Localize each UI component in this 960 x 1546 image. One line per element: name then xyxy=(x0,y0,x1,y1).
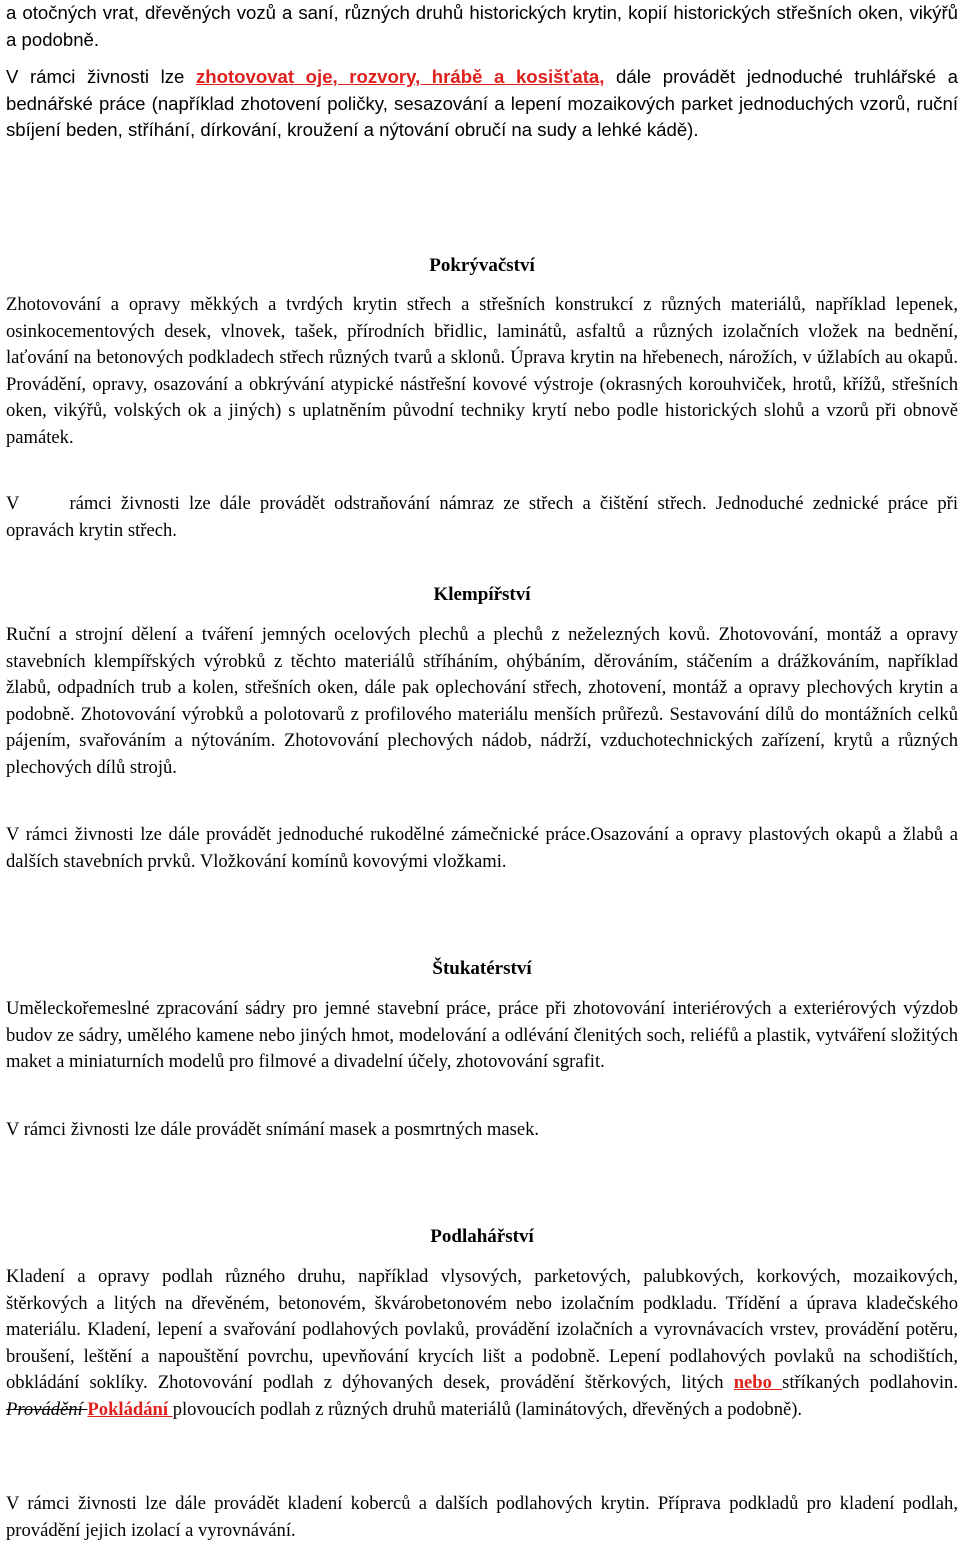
klempirstvi-paragraph-2: V rámci živnosti lze dále provádět jednoduché rukodělné zámečnické práce.Osazování a opravy plastových okapů a žlabů a dalších stavebních prvků. Vložkování komínů kovovými vložkami. xyxy=(6,824,958,872)
intro-scope-rest: dále provádět jednoduché truhlářské a bednářské práce (například zhotovení poličky, sesazování a lepení mozaikových parket jednoduchých vzorů, ruční sbíjení beden, stříhání, dírkování, kroužení a nýtování obručí na sudy a lehké kádě). xyxy=(6,66,958,141)
heading-stukaterstvi: Štukatérství xyxy=(432,958,532,979)
highlighted-red-text: zhotovovat oje, rozvory, hrábě a kosišťata, xyxy=(195,66,605,87)
podlaharstvi-paragraph-1 xyxy=(6,1264,958,1424)
podlaharstvi-p1-part-a: Kladení a opravy podlah různého druhu, například vlysových, parketových, palubkových, korkových, mozaikových, štěrkových a litých na dřevěném, betonovém, škvárobetonovém nebo izolačním podkladu. Třídění a úprava kladečského materiálu. Kladení, lepení a svařování podlahových povlaků, provádění izolačních a vyrovnávacích vrstev, provádění potěru, broušení, leštění a napouštění povrchu, upevňování krycích lišt a podobně. Lepení podlahových povlaků na schodištích, obkládání soklíky. Zhotovování podlah z dýhovaných desek, provádění štěrkových, litých xyxy=(6,1266,958,1394)
klempirstvi-paragraph-1: Ruční a strojní dělení a tváření jemných ocelových plechů a plechů z neželezných kovů. Zhotovování, montáž a opravy stavebních klempířských výrobků z těchto materiálů stříháním, ohýbáním, děrováním, stáčením a drážkováním, například žlabů, odpadních trub a kolen, střešních oken, dále pak oplechování střech, zhotovení, montáž a opravy plechových krytin a podobně. Zhotovování výrobků a polotovarů z profilového materiálu menších průřezů. Sestavování dílů do montážních celků pájením, svařováním a nýtováním. Zhotovování plechových nádob, nádrží, vzduchotechnických zařízení, krytů a různých plechových dílů strojů. xyxy=(6,624,958,778)
intro-paragraph-scope xyxy=(6,64,958,144)
podlaharstvi-p1-part-b: stříkaných podlahovin. xyxy=(782,1372,958,1394)
inserted-red-word-pokladani: Pokládání xyxy=(87,1398,173,1420)
inserted-red-word-nebo: nebo xyxy=(733,1372,783,1394)
stukaterstvi-paragraph-2: V rámci živnosti lze dále provádět snímání masek a posmrtných masek. xyxy=(6,1119,540,1140)
heading-klempirstvi: Klempířství xyxy=(433,584,531,605)
stukaterstvi-paragraph-1: Uměleckořemeslné zpracování sádry pro jemné stavební práce, práce při zhotovování interiérových a exteriérových výzdob budov ze sádry, umělého kamene nebo jiných hmot, modelování a odlévání členitých soch, reliéfů a plastik, vytváření složitých maket a miniaturních modelů pro filmové a divadelní účely, zhotovování sgrafit. xyxy=(6,998,958,1073)
pokryvacstvi-p2-rest: rámci živnosti lze dále provádět odstraňování námraz ze střech a čištění střech. Jednoduché zednické práce při opravách krytin střech. xyxy=(6,493,958,541)
intro-paragraph-continued: a otočných vrat, dřevěných vozů a saní, různých druhů historických krytin, kopií historických střešních oken, vikýřů a podobně. xyxy=(6,2,958,50)
podlaharstvi-p1-part-c: plovoucích podlah z různých druhů materiálů (laminátových, dřevěných a podobně). xyxy=(172,1398,803,1420)
heading-pokryvacstvi: Pokrývačství xyxy=(429,255,535,276)
heading-podlaharstvi: Podlahářství xyxy=(430,1226,534,1247)
podlaharstvi-paragraph-2: V rámci živnosti lze dále provádět kladení koberců a dalších podlahových krytin. Příprava podkladů pro kladení podlah, provádění jejich izolací a vyrovnávání. xyxy=(6,1493,958,1541)
pokryvacstvi-paragraph-1: Zhotovování a opravy měkkých a tvrdých krytin střech a střešních konstrukcí z různých materiálů, například lepenek, osinkocementových desek, vlnovek, tašek, přírodních břidlic, laminátů, asfaltů a různých izolačních vložek na bednění, laťování na betonových podkladech střech různých tvarů a sklonů. Úprava krytin na hřebenech, nárožích, v úžlabích au okapů. Provádění, opravy, osazování a obkrývání atypické nástřešní kovové výstroje (okrasných korouhviček, hrotů, křížů, střešních oken, vikýřů, volských ok a jiných) s uplatněním původní techniky krytí nebo podle historických slohů a vzorů při obnově památek. xyxy=(6,294,958,448)
pokryvacstvi-p2-first-word: V xyxy=(6,493,20,514)
struck-through-word: Provádění xyxy=(6,1398,88,1420)
intro-scope-start: V rámci živnosti lze xyxy=(6,66,196,87)
pokryvacstvi-paragraph-2 xyxy=(6,491,958,544)
